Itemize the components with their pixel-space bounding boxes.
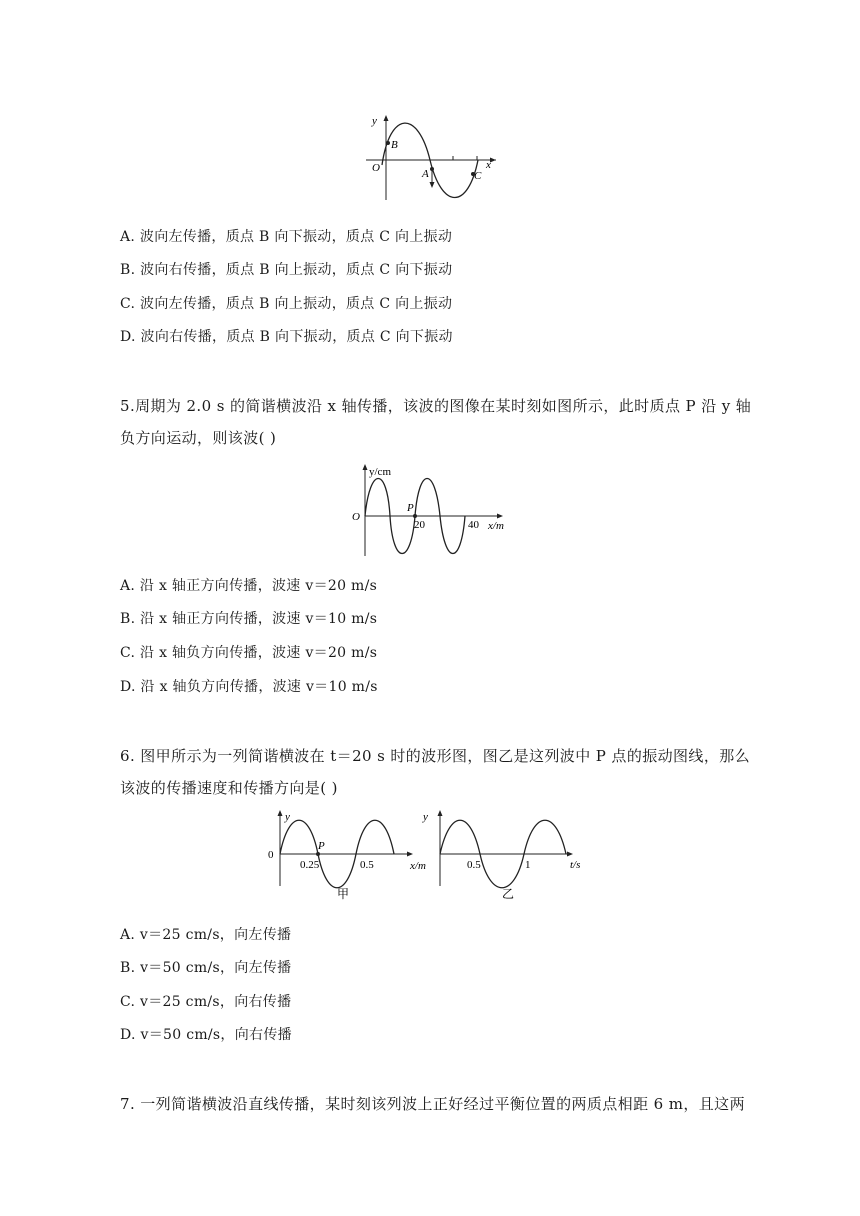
q6-left-caption: 甲 bbox=[337, 887, 350, 901]
q6-option-a: A. v＝25 cm/s，向左传播 bbox=[120, 927, 292, 943]
q5-tick-20: 20 bbox=[414, 519, 425, 531]
q6-option-b: B. v＝50 cm/s，向左传播 bbox=[120, 960, 292, 976]
q4-point-a bbox=[430, 167, 434, 171]
q5-y-label: y/cm bbox=[369, 466, 391, 478]
q6-left-point-p bbox=[316, 852, 320, 856]
q6-figures bbox=[260, 806, 600, 906]
q4-point-b bbox=[386, 141, 390, 145]
q6-left-origin: 0 bbox=[268, 849, 274, 861]
q5-tick-40: 40 bbox=[468, 519, 479, 531]
q4-wave-figure bbox=[360, 110, 510, 205]
q6-figure-right bbox=[422, 810, 580, 901]
q6-left-p-label: P bbox=[318, 840, 325, 852]
q6-right-caption: 乙 bbox=[502, 887, 515, 901]
q6-left-tick-025: 0.25 bbox=[300, 859, 320, 871]
q5-origin-label: O bbox=[352, 511, 360, 523]
q5-stem-line2: 负方向运动，则该波( ) bbox=[120, 429, 277, 447]
q6-stem-line1: 6. 图甲所示为一列简谐横波在 t＝20 s 时的波形图，图乙是这列波中 P 点的振动图线，那么 bbox=[120, 747, 751, 765]
q5-point-p bbox=[413, 514, 417, 518]
q6-figure-left bbox=[268, 810, 426, 901]
q6-left-x-label: x/m bbox=[410, 860, 426, 872]
q4-b-label: B bbox=[391, 139, 398, 151]
q6-option-d: D. v＝50 cm/s，向右传播 bbox=[120, 1027, 292, 1043]
q5-option-d: D. 沿 x 轴负方向传播，波速 v＝10 m/s bbox=[120, 679, 378, 695]
q5-option-b: B. 沿 x 轴正方向传播，波速 v＝10 m/s bbox=[120, 611, 378, 627]
q6-left-y-label: y bbox=[285, 811, 290, 823]
q7-stem-line1: 7. 一列简谐横波沿直线传播，某时刻该列波上正好经过平衡位置的两质点相距 6 m，且这两 bbox=[120, 1095, 745, 1113]
q6-stem-line2: 该波的传播速度和传播方向是( ) bbox=[120, 779, 338, 797]
q4-x-label: x bbox=[486, 159, 491, 171]
q6-left-tick-05: 0.5 bbox=[360, 859, 374, 871]
q4-option-c: C. 波向左传播，质点 B 向上振动，质点 C 向上振动 bbox=[120, 296, 453, 312]
q6-right-y-label: y bbox=[423, 811, 428, 823]
q5-option-c: C. 沿 x 轴负方向传播，波速 v＝20 m/s bbox=[120, 645, 378, 661]
q5-x-label: x/m bbox=[488, 520, 504, 532]
q5-stem-line1: 5.周期为 2.0 s 的简谐横波沿 x 轴传播，该波的图像在某时刻如图所示，此时质点 P 沿 y 轴 bbox=[120, 397, 752, 415]
q6-right-tick-05: 0.5 bbox=[467, 859, 481, 871]
q6-right-tick-1: 1 bbox=[525, 859, 531, 871]
q5-p-label: P bbox=[407, 502, 414, 514]
q4-y-label: y bbox=[372, 115, 377, 127]
q4-a-label: A bbox=[422, 168, 429, 180]
q5-option-a: A. 沿 x 轴正方向传播，波速 v＝20 m/s bbox=[120, 578, 378, 594]
q4-option-a: A. 波向左传播，质点 B 向下振动，质点 C 向上振动 bbox=[120, 229, 453, 245]
q4-origin-label: O bbox=[372, 162, 380, 174]
q4-c-label: C bbox=[474, 170, 482, 182]
q4-option-b: B. 波向右传播，质点 B 向上振动，质点 C 向下振动 bbox=[120, 262, 453, 278]
q4-option-d: D. 波向右传播，质点 B 向下振动，质点 C 向下振动 bbox=[120, 329, 453, 345]
q6-option-c: C. v＝25 cm/s，向右传播 bbox=[120, 994, 292, 1010]
q5-wave-figure bbox=[345, 460, 520, 560]
q6-right-x-label: t/s bbox=[570, 859, 581, 871]
